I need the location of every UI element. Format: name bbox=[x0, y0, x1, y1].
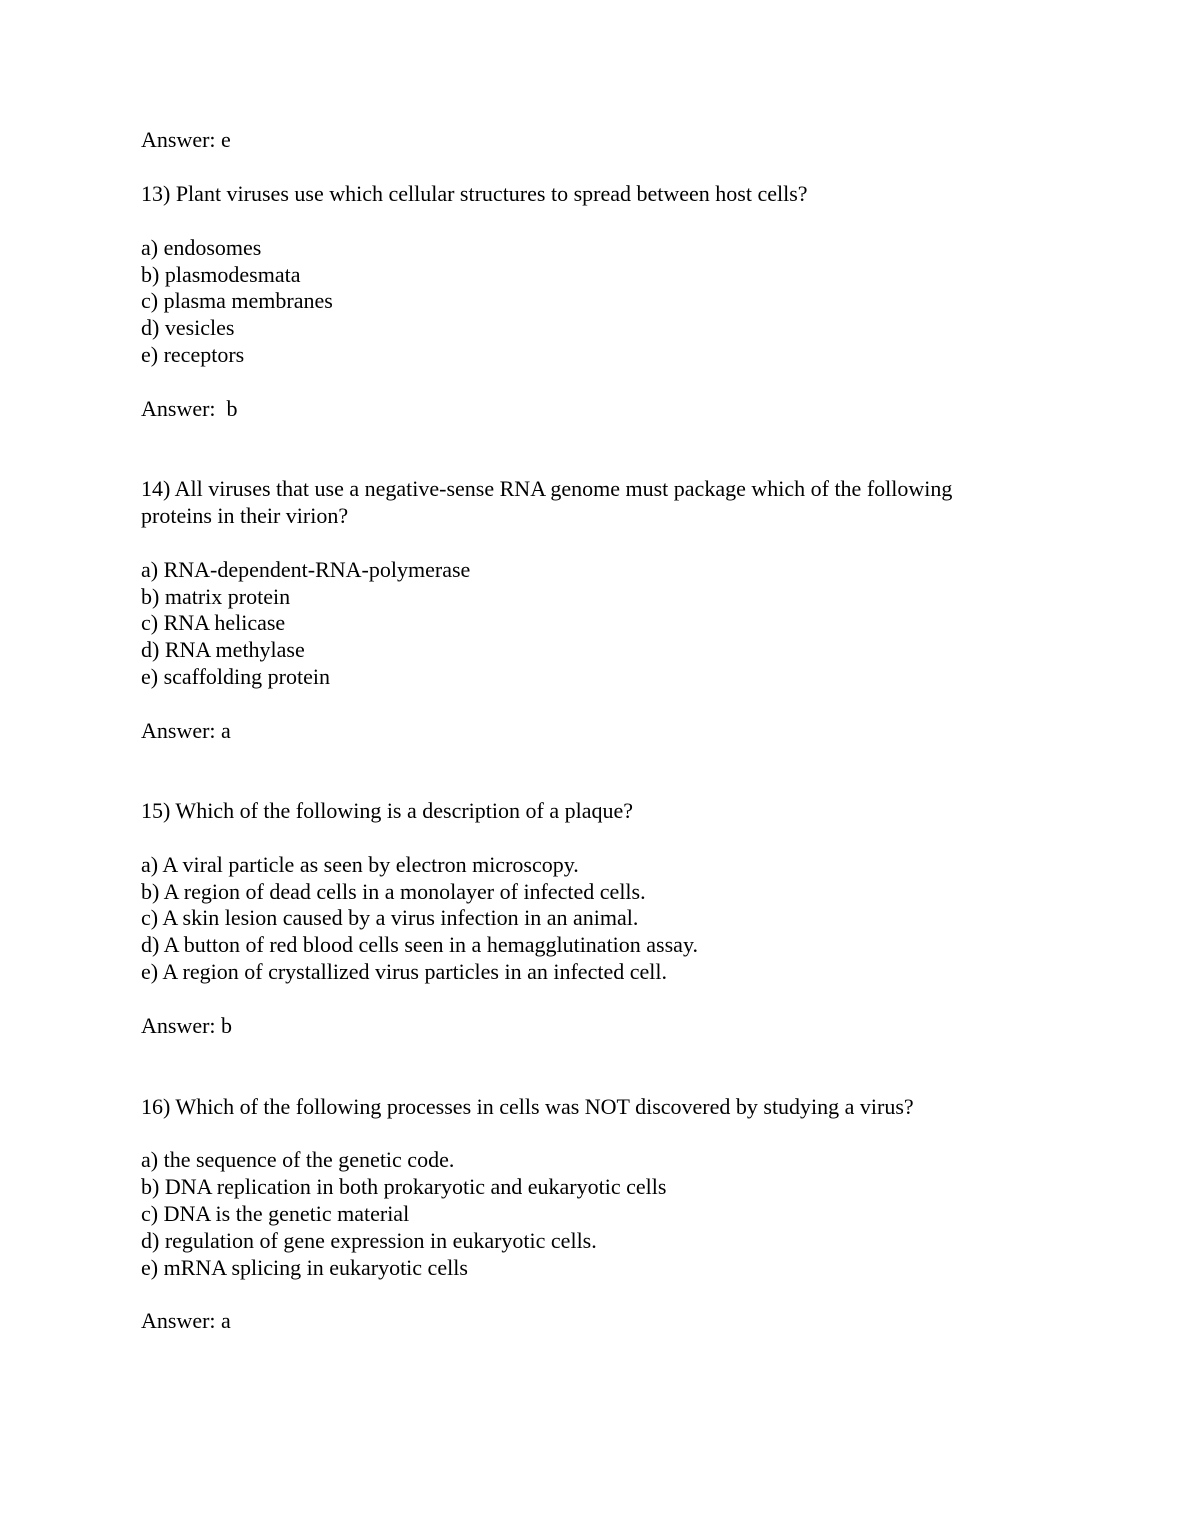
question-16-option-a: a) the sequence of the genetic code. bbox=[141, 1147, 455, 1172]
question-15-option-e: e) A region of crystallized virus particles in an infected cell. bbox=[141, 959, 667, 984]
question-13-option-b: b) plasmodesmata bbox=[141, 262, 301, 287]
question-15-text: 15) Which of the following is a description of a plaque? bbox=[141, 798, 634, 823]
question-13-option-e: e) receptors bbox=[141, 342, 245, 367]
question-14-option-d: d) RNA methylase bbox=[141, 637, 305, 662]
answer-q14: Answer: a bbox=[141, 718, 231, 743]
question-14-text-line-2: proteins in their virion? bbox=[141, 503, 349, 528]
answer-q13: Answer: b bbox=[141, 396, 238, 421]
answer-q16: Answer: a bbox=[141, 1308, 231, 1333]
question-15-option-a: a) A viral particle as seen by electron microscopy. bbox=[141, 852, 579, 877]
question-14-option-a: a) RNA-dependent-RNA-polymerase bbox=[141, 557, 471, 582]
question-15-option-c: c) A skin lesion caused by a virus infection in an animal. bbox=[141, 905, 639, 930]
answer-q15: Answer: b bbox=[141, 1013, 233, 1038]
question-13-text: 13) Plant viruses use which cellular structures to spread between host cells? bbox=[141, 181, 808, 206]
question-16-option-c: c) DNA is the genetic material bbox=[141, 1201, 410, 1226]
question-14-option-e: e) scaffolding protein bbox=[141, 664, 330, 689]
question-13-option-d: d) vesicles bbox=[141, 315, 235, 340]
question-14-option-b: b) matrix protein bbox=[141, 584, 291, 609]
question-16-option-b: b) DNA replication in both prokaryotic and eukaryotic cells bbox=[141, 1174, 667, 1199]
question-15-option-d: d) A button of red blood cells seen in a hemagglutination assay. bbox=[141, 932, 699, 957]
question-14-option-c: c) RNA helicase bbox=[141, 610, 286, 635]
question-16-option-d: d) regulation of gene expression in eukaryotic cells. bbox=[141, 1228, 597, 1253]
question-16-text: 16) Which of the following processes in cells was NOT discovered by studying a virus? bbox=[141, 1094, 914, 1119]
question-14-text-line-1: 14) All viruses that use a negative-sense RNA genome must package which of the following bbox=[141, 476, 953, 501]
answer-q12: Answer: e bbox=[141, 127, 231, 152]
question-16-option-e: e) mRNA splicing in eukaryotic cells bbox=[141, 1255, 468, 1280]
question-15-option-b: b) A region of dead cells in a monolayer of infected cells. bbox=[141, 879, 646, 904]
question-13-option-a: a) endosomes bbox=[141, 235, 262, 260]
question-13-option-c: c) plasma membranes bbox=[141, 288, 333, 313]
